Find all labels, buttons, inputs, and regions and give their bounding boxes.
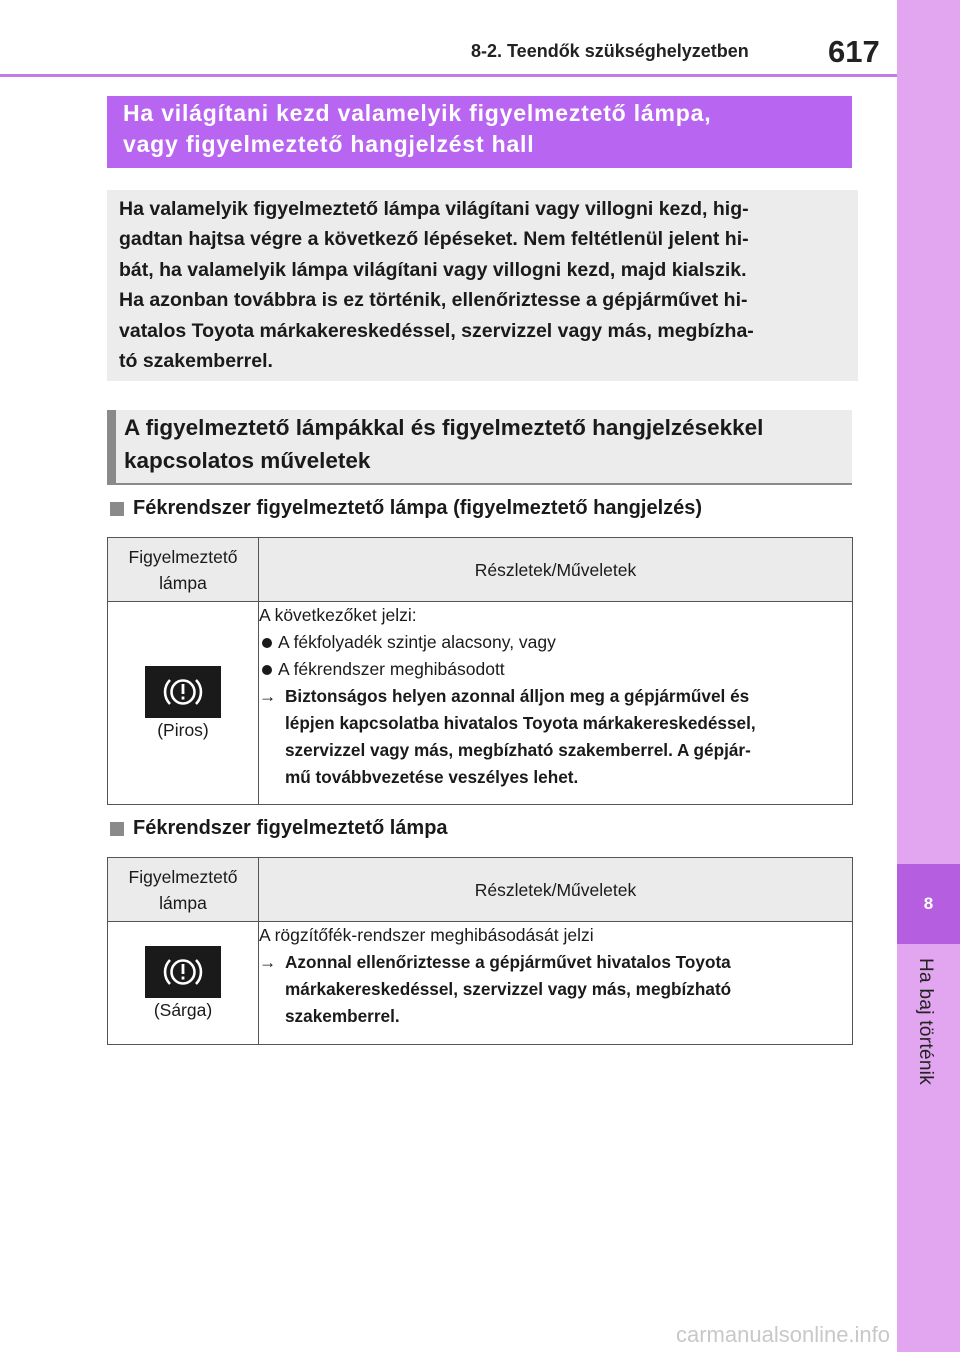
lamp-cell [108,602,259,805]
list-item [259,656,852,683]
action-line: lépjen kapcsolatba hivatalos Toyota márkakereskedéssel, [285,713,756,733]
brake-warning-icon [145,946,221,998]
header-details-cell: Részletek/Műveletek [259,538,853,602]
watermark: carmanualsonline.info [676,1322,891,1347]
action-line: mű továbbvezetése veszélyes lehet. [285,767,579,787]
action-text [285,683,756,791]
square-bullet-icon [110,502,124,516]
lamp-color-caption: (Piros) [157,719,209,740]
subheading-text: Fékrendszer figyelmeztető lámpa [133,817,448,839]
bullet-dot-icon [262,638,272,648]
table-header-row [108,538,853,602]
intro-line: vatalos Toyota márkakereskedéssel, szervizzel vagy más, megbízha- [119,319,754,342]
intro-line: bát, ha valamelyik lámpa világítani vagy villogni kezd, majd kialszik. [119,258,747,281]
bullet-text: A fékrendszer meghibásodott [278,659,505,679]
header-lamp-cell [108,858,259,922]
arrow-right-icon: → [259,952,277,972]
chapter-side-tab [897,0,960,1352]
header-lamp-line: Figyelmeztető [128,546,238,567]
chapter-number-badge: 8 [897,864,960,944]
detail-intro: A következőket jelzi: [259,605,417,625]
intro-line: tó szakemberrel. [119,350,273,373]
intro-line: Ha azonban továbbra is ez történik, ellenőriztesse a gépjárművet hi- [119,289,748,312]
bullet-dot-icon [262,665,272,675]
topic-title-line: Ha világítani kezd valamelyik figyelmeztető lámpa, [123,100,712,126]
intro-line: Ha valamelyik figyelmeztető lámpa világítani vagy villogni kezd, hig- [119,198,749,220]
action-text [285,949,731,1030]
running-header: 8-2. Teendők szükséghelyzetben [471,41,749,61]
topic-title-box [107,96,852,168]
header-lamp-line: lámpa [159,572,207,593]
warning-table-red [107,537,853,805]
subheading-brake-yellow [110,817,448,840]
header-details-cell: Részletek/Műveletek [259,858,853,922]
header-lamp-line: Figyelmeztető [128,866,238,887]
chapter-title-vertical: Ha baj történik [915,958,936,1086]
arrow-right-icon: → [259,686,277,706]
page-number: 617 [828,34,880,69]
topic-title-line: vagy figyelmeztető hangjelzést hall [123,131,535,157]
header-lamp-cell [108,538,259,602]
action-line: Azonnal ellenőriztesse a gépjárművet hivatalos Toyota [285,952,731,972]
warning-table-yellow [107,857,853,1045]
action-block [259,683,852,791]
intro-box [107,190,858,381]
subheading-text: Fékrendszer figyelmeztető lámpa (figyelmeztető hangjelzés) [133,497,703,519]
table-header-row [108,858,853,922]
subheading-brake-red [110,497,702,520]
square-bullet-icon [110,822,124,836]
section-heading-line: kapcsolatos műveletek [124,448,371,473]
detail-intro: A rögzítőfék-rendszer meghibásodását jelzi [259,925,594,945]
list-item [259,629,852,656]
lamp-cell [108,922,259,1045]
section-heading-line: A figyelmeztető lámpákkal és figyelmeztető hangjelzésekkel [124,415,764,440]
header-lamp-line: lámpa [159,892,207,913]
section-heading [107,410,852,485]
action-block [259,949,852,1030]
lamp-color-caption: (Sárga) [153,999,213,1020]
action-line: szervizzel vagy más, megbízható szakemberrel. A gépjár- [285,740,751,760]
intro-line: gadtan hajtsa végre a következő lépéseket. Nem feltétlenül jelent hi- [119,228,749,251]
action-line: szakemberrel. [285,1006,400,1026]
action-line: Biztonságos helyen azonnal álljon meg a gépjárművel és [285,686,750,706]
header-rule [0,74,897,77]
table-row [108,922,853,1045]
details-cell [259,602,853,805]
action-line: márkakereskedéssel, szervizzel vagy más, megbízható [285,979,732,999]
brake-warning-icon [145,666,221,718]
details-cell [259,922,853,1045]
bullet-text: A fékfolyadék szintje alacsony, vagy [278,632,556,652]
table-row [108,602,853,805]
